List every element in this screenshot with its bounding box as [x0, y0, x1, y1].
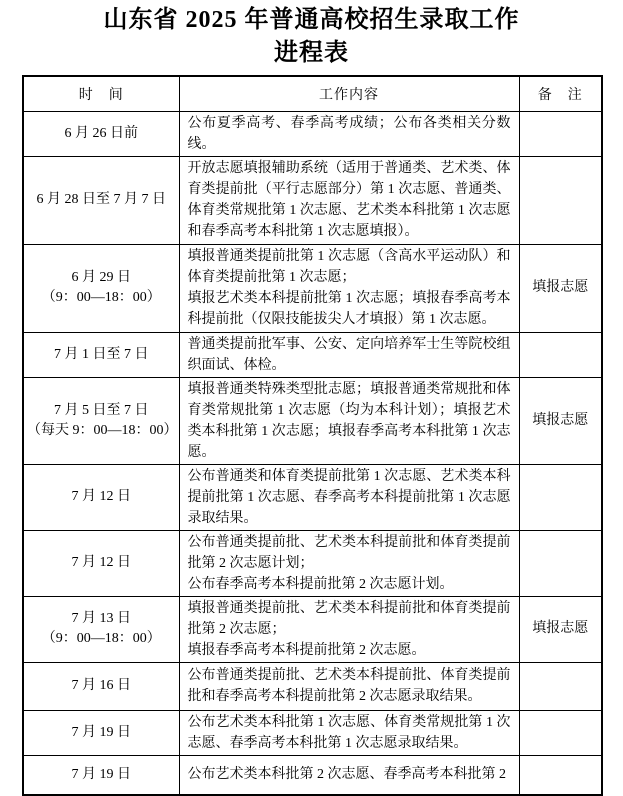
table-row [23, 464, 602, 530]
time-line: 7 月 12 日 [71, 489, 131, 504]
time-cell [23, 377, 179, 464]
table-row [23, 755, 602, 795]
time-cell [23, 755, 179, 795]
header-time: 时 间 [23, 76, 179, 111]
content-paragraph: 填报普通类特殊类型批志愿；填报普通类常规批和体育类常规批第 1 次志愿（均为本科计划）；填报艺术类本科批第 1 次志愿；填报春季高考本科批第 1 次志愿。 [187, 381, 511, 460]
content-paragraph: 填报艺术类本科提前批第 1 次志愿；填报春季高考本科提前批（仅限技能拔尖人才填报）第 1 次志愿。 [187, 291, 511, 327]
content-cell [179, 377, 519, 464]
content-paragraph: 公布普通类和体育类提前批第 1 次志愿、艺术类本科提前批第 1 次志愿、春季高考本科提前批第 1 次志愿录取结果。 [187, 468, 511, 526]
schedule-table [22, 75, 603, 796]
content-cell [179, 755, 519, 795]
content-cell [179, 662, 519, 710]
content-cell [179, 156, 519, 244]
content-paragraph: 填报普通类提前批第 1 次志愿（含高水平运动队）和体育类提前批第 1 次志愿； [187, 249, 511, 285]
time-line: （9：00—18：00） [41, 631, 161, 646]
table-row [23, 332, 602, 377]
time-cell [23, 111, 179, 156]
table-row [23, 377, 602, 464]
time-line: 7 月 13 日 [71, 611, 131, 626]
time-line: 6 月 26 日前 [64, 125, 138, 141]
table-row [23, 156, 602, 244]
content-paragraph: 公布春季高考本科提前批第 2 次志愿计划。 [187, 576, 454, 592]
remark-cell: 填报志愿 [519, 377, 602, 464]
table-row [23, 596, 602, 662]
remark-cell [519, 530, 602, 596]
content-paragraph: 公布普通类提前批、艺术类本科提前批和体育类提前批第 2 次志愿计划； [187, 534, 511, 571]
content-paragraph: 公布夏季高考、春季高考成绩；公布各类相关分数线。 [187, 115, 511, 152]
remark-cell: 填报志愿 [519, 244, 602, 332]
time-line: 6 月 28 日至 7 月 7 日 [36, 192, 166, 207]
time-line: 7 月 19 日 [71, 724, 131, 740]
content-paragraph: 填报普通类提前批、艺术类本科提前批和体育类提前批第 2 次志愿； [187, 600, 511, 637]
time-cell [23, 156, 179, 244]
table-row [23, 111, 602, 156]
content-paragraph: 公布艺术类本科批第 2 次志愿、春季高考本科批第 2 [187, 767, 506, 783]
time-cell [23, 464, 179, 530]
remark-cell [519, 662, 602, 710]
content-cell [179, 530, 519, 596]
time-line: 7 月 1 日至 7 日 [54, 346, 149, 362]
content-cell [179, 464, 519, 530]
remark-cell [519, 464, 602, 530]
table-row [23, 710, 602, 755]
time-line: （9：00—18：00） [41, 290, 161, 305]
schedule-table-body [23, 111, 602, 795]
remark-cell [519, 755, 602, 795]
time-line: 6 月 29 日 [71, 270, 131, 285]
time-line: 7 月 19 日 [71, 766, 131, 782]
time-cell [23, 596, 179, 662]
page-title-line-2: 进程表 [274, 40, 349, 66]
time-line: 7 月 16 日 [71, 678, 131, 693]
content-paragraph: 开放志愿填报辅助系统（适用于普通类、艺术类、体育类提前批（平行志愿部分）第 1 次志愿、普通类、体育类常规批第 1 次志愿、艺术类本科批第 1 次志愿和春季高考本科批第 1 次志愿填报）。 [187, 161, 511, 239]
time-cell [23, 530, 179, 596]
header-remark: 备 注 [519, 76, 602, 111]
content-cell [179, 710, 519, 755]
table-row [23, 530, 602, 596]
remark-cell [519, 710, 602, 755]
content-cell [179, 332, 519, 377]
time-cell [23, 244, 179, 332]
table-row [23, 662, 602, 710]
content-cell [179, 111, 519, 156]
content-cell [179, 244, 519, 332]
page-title-line-1: 山东省 2025 年普通高校招生录取工作 [103, 7, 520, 33]
content-cell [179, 596, 519, 662]
header-content: 工作内容 [179, 76, 519, 111]
content-paragraph: 填报春季高考本科提前批第 2 次志愿。 [187, 642, 426, 658]
time-cell [23, 332, 179, 377]
time-line: （每天 9：00—18：00） [27, 422, 178, 438]
time-cell [23, 662, 179, 710]
remark-cell: 填报志愿 [519, 596, 602, 662]
remark-cell [519, 111, 602, 156]
remark-cell [519, 332, 602, 377]
content-paragraph: 公布普通类提前批、艺术类本科提前批、体育类提前批和春季高考本科提前批第 2 次志愿录取结果。 [187, 668, 511, 704]
page-title [0, 0, 623, 70]
remark-cell [519, 156, 602, 244]
time-line: 7 月 5 日至 7 日 [54, 402, 149, 418]
table-row [23, 244, 602, 332]
content-paragraph: 普通类提前批军事、公安、定向培养军士生等院校组织面试、体检。 [187, 336, 511, 373]
time-cell [23, 710, 179, 755]
header-row [23, 76, 602, 111]
content-paragraph: 公布艺术类本科批第 1 次志愿、体育类常规批第 1 次志愿、春季高考本科批第 1 次志愿录取结果。 [187, 714, 511, 751]
time-line: 7 月 12 日 [71, 555, 131, 570]
